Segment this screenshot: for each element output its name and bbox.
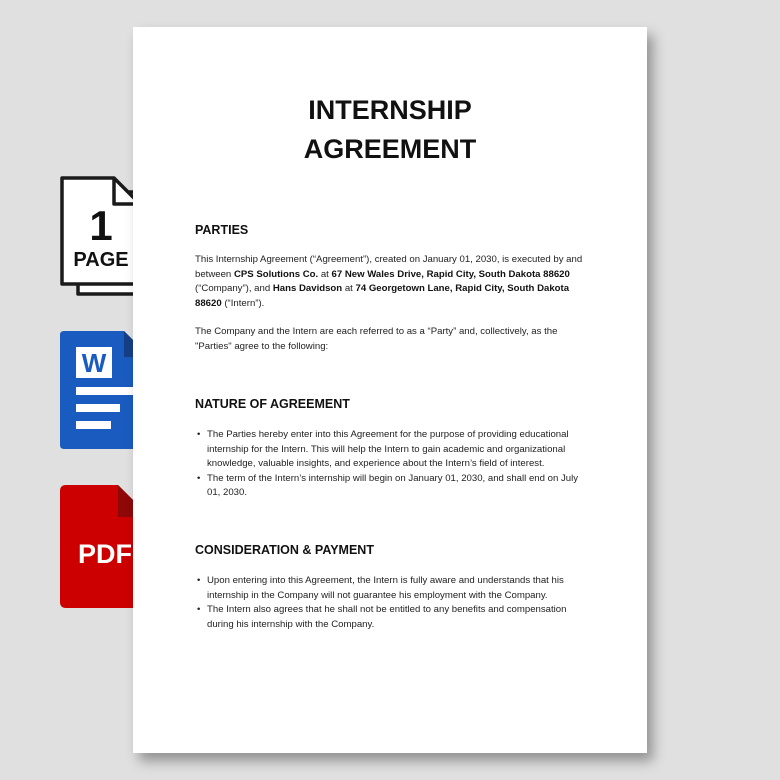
text-segment: This Internship Agreement (“Agreement”), created on January 01, 2030, is executed by and between [195, 254, 583, 280]
nature-list [195, 428, 580, 501]
heading-consideration: CONSIDERATION & PAYMENT [195, 543, 374, 557]
bold-text: CPS Solutions Co. [233, 268, 319, 280]
one-page-label: PAGE [73, 249, 129, 271]
heading-nature: NATURE OF AGREEMENT [195, 397, 350, 411]
heading-parties: PARTIES [195, 223, 249, 237]
list-item: • Upon entering into this Agreement, the Intern is fully aware and understands that his internship in the Company will not guarantee his employment with the Company. [195, 574, 580, 603]
text-segment: (“Intern”). [221, 297, 265, 309]
consideration-list [195, 574, 580, 632]
document-page [133, 27, 647, 753]
parties-paragraph-2: The Company and the Intern are each referred to as a “Party” and, collectively, as the "Parties" agree to the following: [195, 326, 558, 352]
title-line-2: AGREEMENT [303, 134, 477, 164]
title-line-1: INTERNSHIP [308, 95, 472, 125]
word-letter: W [81, 348, 107, 378]
pdf-label: PDF [78, 539, 132, 569]
parties-paragraph-1 [195, 253, 595, 311]
text-segment: at [318, 268, 332, 280]
bold-text: Hans Davidson [272, 283, 343, 295]
document-title [133, 91, 647, 169]
text-segment: at [342, 283, 356, 295]
one-page-number: 1 [89, 202, 113, 249]
list-item: • The term of the Intern’s internship will begin on January 01, 2030, and shall end on July 01, 2030. [195, 472, 580, 501]
bold-text: 67 New Wales Drive, Rapid City, South Dakota 88620 [331, 268, 570, 280]
text-segment: (“Company”), and [195, 283, 273, 295]
bold-text: 74 Georgetown Lane, Rapid City, South Dakota 88620 [195, 283, 570, 309]
list-item: • The Parties hereby enter into this Agreement for the purpose of providing educational internship for the Intern. This will help the Intern to gain academic and organizational knowledge, valuable insights, and experience about the Intern’s field of interest. [195, 428, 580, 472]
list-item: • The Intern also agrees that he shall not be entitled to any benefits and compensation during his internship with the Company. [195, 603, 580, 632]
